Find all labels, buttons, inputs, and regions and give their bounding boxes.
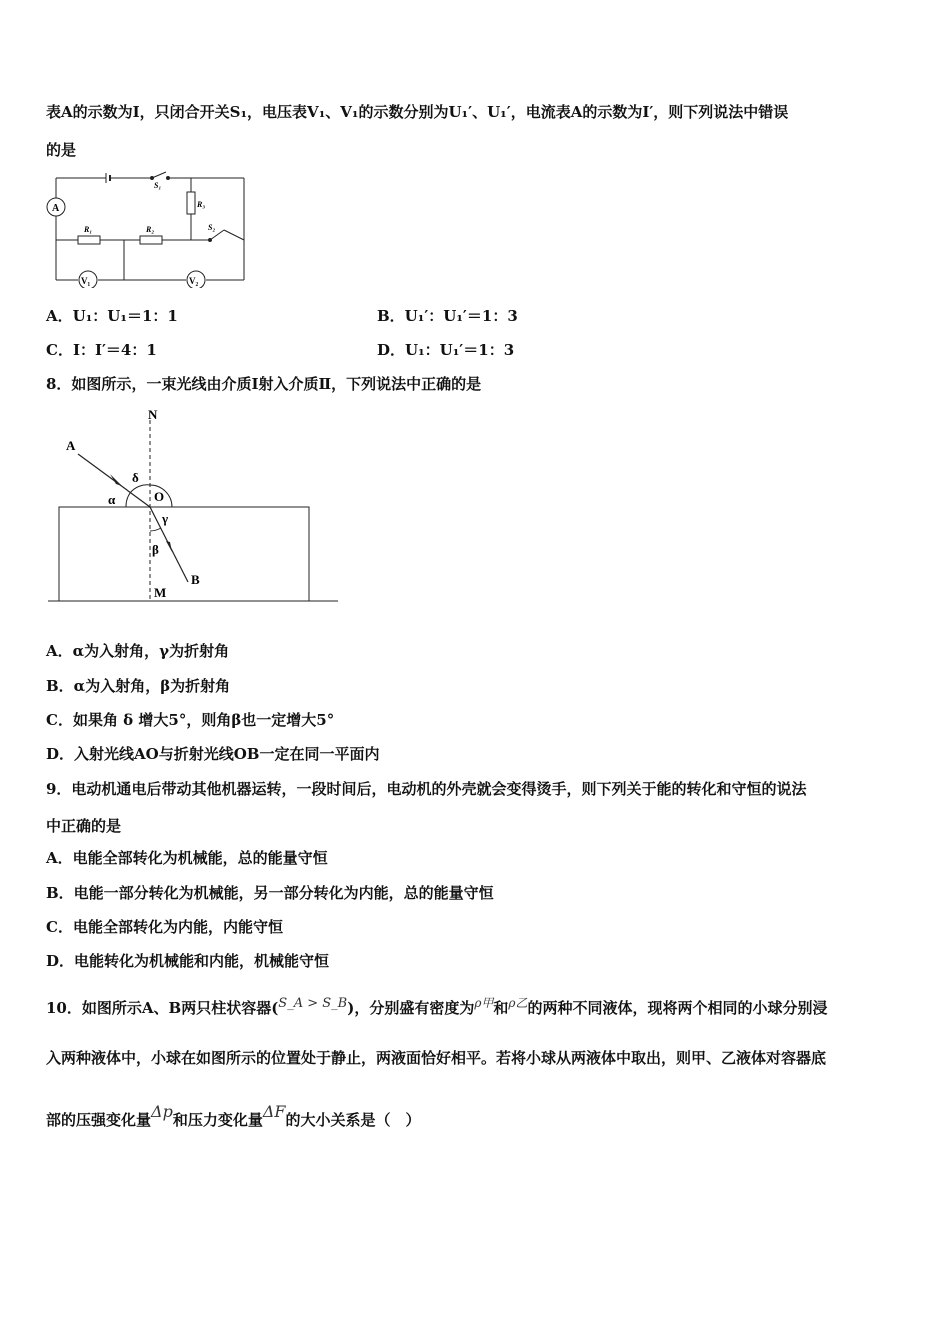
label-n: N	[148, 407, 158, 422]
q10-rho2: ρ乙	[508, 996, 528, 1010]
label-a: A	[66, 438, 76, 453]
switch-s1-label: S₁	[154, 181, 162, 190]
voltmeter-v2-icon	[187, 271, 205, 288]
q10-rho1: ρ甲	[474, 996, 494, 1010]
q8-option-c[interactable]: C．如果角 δ 增大5°，则角β也一定增大5°	[46, 711, 335, 729]
q9-option-c[interactable]: C．电能全部转化为内能，内能守恒	[46, 918, 283, 936]
q10-line3b: 和压力变化量	[172, 1111, 263, 1129]
resistor-r3-label: R₃	[197, 200, 206, 209]
q10-line1	[46, 998, 827, 1020]
label-m: M	[154, 585, 167, 600]
resistor-r1-icon	[78, 236, 100, 244]
label-o: O	[154, 489, 165, 504]
q7-option-a[interactable]: A．U₁：U₁＝1：1	[46, 307, 178, 325]
q10-seg3: 和	[493, 999, 509, 1017]
q7-option-c[interactable]: C．I：I′＝4：1	[46, 341, 157, 359]
q9-option-a[interactable]: A．电能全部转化为机械能，总的能量守恒	[46, 849, 328, 867]
q9-stem-line2: 中正确的是	[46, 817, 122, 835]
label-b: B	[191, 572, 200, 587]
q8-refraction-diagram	[44, 400, 344, 606]
voltmeter-v2-label: V₂	[189, 276, 199, 286]
ammeter-icon	[47, 198, 65, 216]
q8-option-b[interactable]: B．α为入射角，β为折射角	[46, 677, 231, 695]
q10-line2: 入两种液体中，小球在如图所示的位置处于静止，两液面恰好相平。若将小球从两液体中取出，则甲、乙液体对容器底	[46, 1049, 827, 1067]
q10-formula-s: S_A > S_B	[278, 996, 348, 1011]
battery-icon	[106, 173, 110, 183]
q7-intro-line2: 的是	[46, 141, 77, 159]
q7-circuit-diagram	[44, 170, 250, 288]
q7-option-b[interactable]: B．U₁′：U₁′＝1：3	[377, 307, 518, 325]
q8-option-a[interactable]: A．α为入射角，γ为折射角	[46, 642, 230, 660]
q9-option-b[interactable]: B．电能一部分转化为机械能，另一部分转化为内能，总的能量守恒	[46, 884, 494, 902]
q10-seg2: )，分别盛有密度为	[347, 999, 475, 1017]
label-delta: δ	[132, 470, 139, 485]
switch-s1-icon	[151, 172, 170, 180]
resistor-r2-label: R₂	[146, 225, 155, 234]
resistor-r2-icon	[140, 236, 162, 244]
q10-dp: Δp	[151, 1102, 173, 1121]
q10-line3a: 部的压强变化量	[46, 1111, 152, 1129]
q9-stem-line1: 9．电动机通电后带动其他机器运转，一段时间后，电动机的外壳就会变得烫手，则下列关于能的转化和守恒的说法	[46, 780, 807, 798]
resistor-r1-label: R₁	[84, 225, 93, 234]
voltmeter-v1-label: V₁	[81, 276, 91, 286]
q10-seg4: 的两种不同液体，现将两个相同的小球分别浸	[527, 999, 828, 1017]
label-gamma: γ	[162, 511, 169, 526]
q10-line3c: 的大小关系是（ ）	[285, 1111, 421, 1129]
voltmeter-v1-icon	[79, 271, 97, 288]
q8-stem: 8．如图所示，一束光线由介质Ⅰ射入介质Ⅱ，下列说法中正确的是	[46, 375, 482, 393]
label-beta: β	[152, 542, 159, 557]
label-alpha: α	[108, 492, 116, 507]
q10-seg1: 10．如图所示A、B两只柱状容器(	[46, 999, 279, 1017]
q8-option-d[interactable]: D．入射光线AO与折射光线OB一定在同一平面内	[46, 745, 380, 763]
q7-intro-line1: 表A的示数为I，只闭合开关S₁，电压表V₁、V₁的示数分别为U₁′、U₁′，电流表A的示数为I′，则下列说法中错误	[46, 103, 789, 121]
q10-line3	[46, 1102, 421, 1130]
q10-df: ΔF	[262, 1102, 286, 1121]
q9-option-d[interactable]: D．电能转化为机械能和内能，机械能守恒	[46, 952, 330, 970]
switch-s2-label: S₂	[208, 223, 216, 232]
q7-option-d[interactable]: D．U₁：U₁′＝1：3	[377, 341, 515, 359]
resistor-r3-icon	[187, 192, 195, 214]
ammeter-label: A	[52, 203, 60, 214]
